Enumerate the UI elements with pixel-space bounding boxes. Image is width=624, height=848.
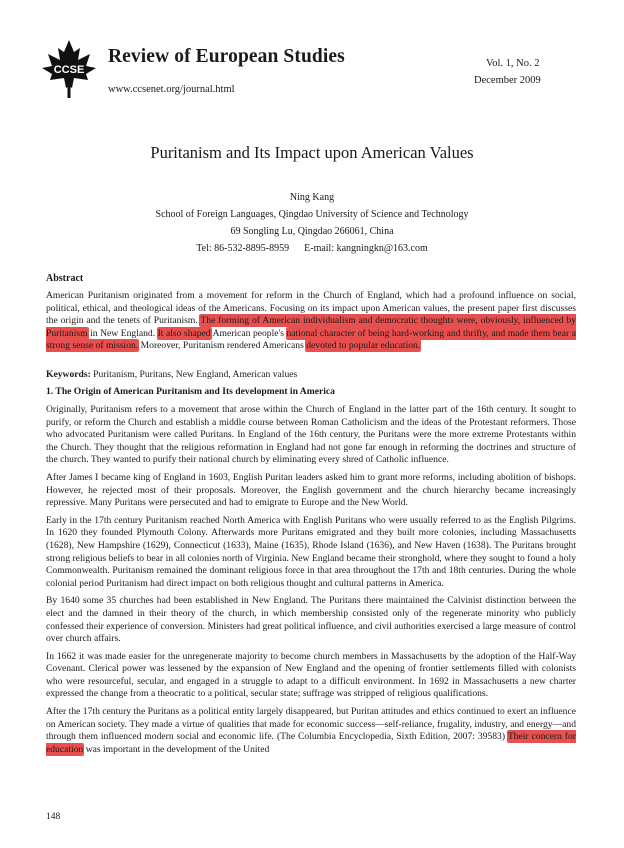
keywords-label: Keywords: <box>46 369 91 380</box>
paragraph-4: By 1640 some 35 churches had been established in New England. The Puritans there maintained the Calvinist distinction between the elect and the damned in their theory of the church, in which membership consisted only of the regenerate minority who publicly confessed their experience of conversion. Ministers had great political influence, and civil authorities exercised a large measure of control over church affairs. <box>46 595 576 645</box>
paragraph-6-text-b: was important in the development of the United <box>83 743 270 755</box>
abstract-text-3: American people's <box>210 327 287 339</box>
volume-issue: Vol. 1, No. 2 <box>486 58 540 69</box>
section-1-body <box>46 404 576 761</box>
issue-date: December 2009 <box>474 75 541 86</box>
paragraph-5: In 1662 it was made easier for the unregenerate majority to become church members in Massachusetts by the adoption of the Half-Way Covenant. Clerical power was lessened by the expansion of New England and the opening of frontier settlements filled with colonists who were resourceful, secular, and engaged in a struggle to adapt to a difficult environment. In 1692 in Massachusetts a new charter expressed the change from a theocratic to a political, secular state; suffrage was stripped of religious qualifications. <box>46 650 576 700</box>
keywords <box>46 369 576 382</box>
author-affiliation: School of Foreign Languages, Qingdao University of Science and Technology <box>155 209 469 220</box>
paragraph-3: Early in the 17th century Puritanism reached North America with English Puritans who were usually referred to as the English Pilgrims. In 1620 they founded Plymouth Colony. Afterwards more Puritans emigrated and they built more colonies, including Massachusetts (1628), New Hampshire (1629), Connecticut (1633), Maine (1635), Rhode Island (1636), and New Haven (1638). The Puritans brought strong religious beliefs to bear in all colonies north of Virginia. New England became their stronghold, where they sought to found a holy Commonwealth. Puritanism remained the dominant religious force in that area throughout the 17th and 18th centuries. During the whole colonial period Puritanism had direct impact on both religious thought and cultural patterns in America. <box>46 514 576 589</box>
section-1-heading: 1. The Origin of American Puritanism and Its development in America <box>46 386 335 397</box>
paragraph-6 <box>46 706 576 756</box>
journal-title: Review of European Studies <box>108 46 345 67</box>
paragraph-2: After James I became king of England in 1603, English Puritan leaders asked him to grant more reforms, including abolition of bishops. However, he rejected most of their proposals. Moreover, the English government and the church hierarchy became increasingly repressive. Many Puritans were persecuted and had to emigrate to Europe and the New World. <box>46 471 576 509</box>
author-address: 69 Songling Lu, Qingdao 266061, China <box>230 226 394 237</box>
author-email: E-mail: kangningkn@163.com <box>304 243 428 254</box>
highlight-5[interactable]: Their concern for education <box>46 731 576 755</box>
author-contact <box>0 243 624 254</box>
author-name: Ning Kang <box>289 192 335 203</box>
highlight-1[interactable]: The forming of American individualism and democratic thoughts were, obviously, influenced by Puritanism <box>46 315 576 339</box>
highlight-2[interactable]: It also shaped <box>157 327 211 339</box>
author-tel: Tel: 86-532-8895-8959 <box>196 243 290 254</box>
logo-text: CCSE <box>53 64 85 76</box>
keywords-list: Puritanism, Puritans, New England, American values <box>90 369 298 380</box>
paragraph-1: Originally, Puritanism refers to a movement that arose within the Church of England in the latter part of the 16th century. It sought to purify, or reform the Church and establish a middle course between Roman Catholicism and the ideas of the Protestant reformers. Those who advocated Puritanism were called Puritans. In England of the 16th century, the Puritans were the more extreme Protestants within the Church. They thought that the religious reformation in England had not gone far enough in reforming the doctrines and structure of the church. They wanted to purify their national church by eliminating every shred of Catholic influence. <box>46 404 576 466</box>
ccse-logo <box>38 38 100 100</box>
abstract-text <box>46 290 576 353</box>
article-title: Puritanism and Its Impact upon American Values <box>150 143 474 162</box>
abstract-text-1: American Puritanism originated from a movement for reform in the Church of England, which had a profound influence on social, political, ethical, and theological ideas of the Americans. Focusing on its impact upon American values, the present paper first discusses the origin and the tenets of Puritanism. <box>46 290 576 327</box>
highlight-4[interactable]: devoted to popular education. <box>306 340 421 352</box>
abstract-heading: Abstract <box>46 273 84 284</box>
paragraph-6-text-a: After the 17th century the Puritans as a political entity largely disappeared, but Puritan attitudes and ethics continued to exert an influence on American society. They made a virtue of qualities that made for economic success—self-reliance, frugality, industry, and energy—and through them influenced modern social and economic life. (The Columbia Encyclopedia, Sixth Edition, 2007: 39583) <box>46 706 576 743</box>
highlight-3[interactable]: national character of being hard-working and thrifty, and made them bear a strong sense of mission. <box>46 327 576 352</box>
page-number: 148 <box>46 812 61 822</box>
abstract-text-2: in New England. <box>87 327 158 339</box>
abstract-text-4: Moreover, Puritanism rendered Americans <box>138 340 307 352</box>
journal-url[interactable]: www.ccsenet.org/journal.html <box>108 84 235 95</box>
